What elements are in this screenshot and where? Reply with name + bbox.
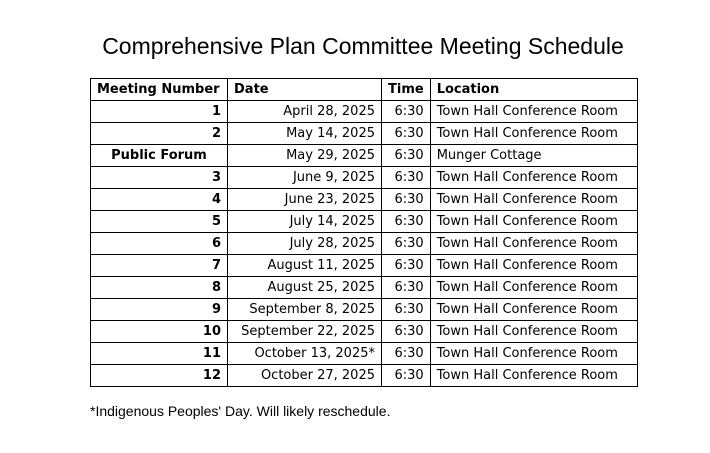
- schedule-table: [90, 78, 638, 387]
- time-cell: 6:30: [382, 277, 431, 299]
- date-cell: June 23, 2025: [228, 189, 382, 211]
- time-cell: 6:30: [382, 299, 431, 321]
- time-cell: 6:30: [382, 101, 431, 123]
- location-cell: Town Hall Conference Room: [430, 211, 637, 233]
- location-cell: Town Hall Conference Room: [430, 101, 637, 123]
- date-cell: July 14, 2025: [228, 211, 382, 233]
- location-cell: Town Hall Conference Room: [430, 123, 637, 145]
- date-cell: August 25, 2025: [228, 277, 382, 299]
- meeting-number-cell: 1: [91, 101, 228, 123]
- time-cell: 6:30: [382, 123, 431, 145]
- date-cell: July 28, 2025: [228, 233, 382, 255]
- time-cell: 6:30: [382, 167, 431, 189]
- time-cell: 6:30: [382, 211, 431, 233]
- date-cell: May 14, 2025: [228, 123, 382, 145]
- table-row: [91, 101, 638, 123]
- table-row: [91, 233, 638, 255]
- meeting-number-cell: 7: [91, 255, 228, 277]
- meeting-number-cell: 5: [91, 211, 228, 233]
- location-cell: Town Hall Conference Room: [430, 189, 637, 211]
- date-cell: June 9, 2025: [228, 167, 382, 189]
- location-cell: Town Hall Conference Room: [430, 343, 637, 365]
- location-cell: Town Hall Conference Room: [430, 321, 637, 343]
- column-header-time: Time: [382, 79, 431, 101]
- table-row: [91, 299, 638, 321]
- table-row: [91, 277, 638, 299]
- table-row: [91, 321, 638, 343]
- location-cell: Town Hall Conference Room: [430, 233, 637, 255]
- time-cell: 6:30: [382, 255, 431, 277]
- table-row: [91, 211, 638, 233]
- column-header-location: Location: [430, 79, 637, 101]
- date-cell: April 28, 2025: [228, 101, 382, 123]
- table-row: [91, 145, 638, 167]
- meeting-number-cell: 4: [91, 189, 228, 211]
- table-row: [91, 255, 638, 277]
- meeting-number-cell: 12: [91, 365, 228, 387]
- table-header-row: [91, 79, 638, 101]
- column-header-meeting-number: Meeting Number: [91, 79, 228, 101]
- location-cell: Town Hall Conference Room: [430, 365, 637, 387]
- location-cell: Town Hall Conference Room: [430, 255, 637, 277]
- table-row: [91, 123, 638, 145]
- meeting-number-cell: 6: [91, 233, 228, 255]
- date-cell: August 11, 2025: [228, 255, 382, 277]
- time-cell: 6:30: [382, 321, 431, 343]
- meeting-number-cell: 11: [91, 343, 228, 365]
- meeting-number-cell: 10: [91, 321, 228, 343]
- meeting-number-cell: 3: [91, 167, 228, 189]
- meeting-number-cell: 8: [91, 277, 228, 299]
- date-cell: May 29, 2025: [228, 145, 382, 167]
- time-cell: 6:30: [382, 189, 431, 211]
- location-cell: Munger Cottage: [430, 145, 637, 167]
- date-cell: October 13, 2025*: [228, 343, 382, 365]
- table-row: [91, 343, 638, 365]
- table-row: [91, 167, 638, 189]
- footnote: *Indigenous Peoples' Day. Will likely reschedule.: [90, 403, 391, 419]
- date-cell: September 22, 2025: [228, 321, 382, 343]
- location-cell: Town Hall Conference Room: [430, 277, 637, 299]
- time-cell: 6:30: [382, 233, 431, 255]
- time-cell: 6:30: [382, 365, 431, 387]
- date-cell: October 27, 2025: [228, 365, 382, 387]
- meeting-number-cell: 9: [91, 299, 228, 321]
- time-cell: 6:30: [382, 343, 431, 365]
- meeting-number-cell: Public Forum: [91, 145, 228, 167]
- column-header-date: Date: [228, 79, 382, 101]
- location-cell: Town Hall Conference Room: [430, 167, 637, 189]
- location-cell: Town Hall Conference Room: [430, 299, 637, 321]
- table-row: [91, 189, 638, 211]
- meeting-number-cell: 2: [91, 123, 228, 145]
- date-cell: September 8, 2025: [228, 299, 382, 321]
- page-title: Comprehensive Plan Committee Meeting Schedule: [102, 33, 624, 59]
- time-cell: 6:30: [382, 145, 431, 167]
- table-row: [91, 365, 638, 387]
